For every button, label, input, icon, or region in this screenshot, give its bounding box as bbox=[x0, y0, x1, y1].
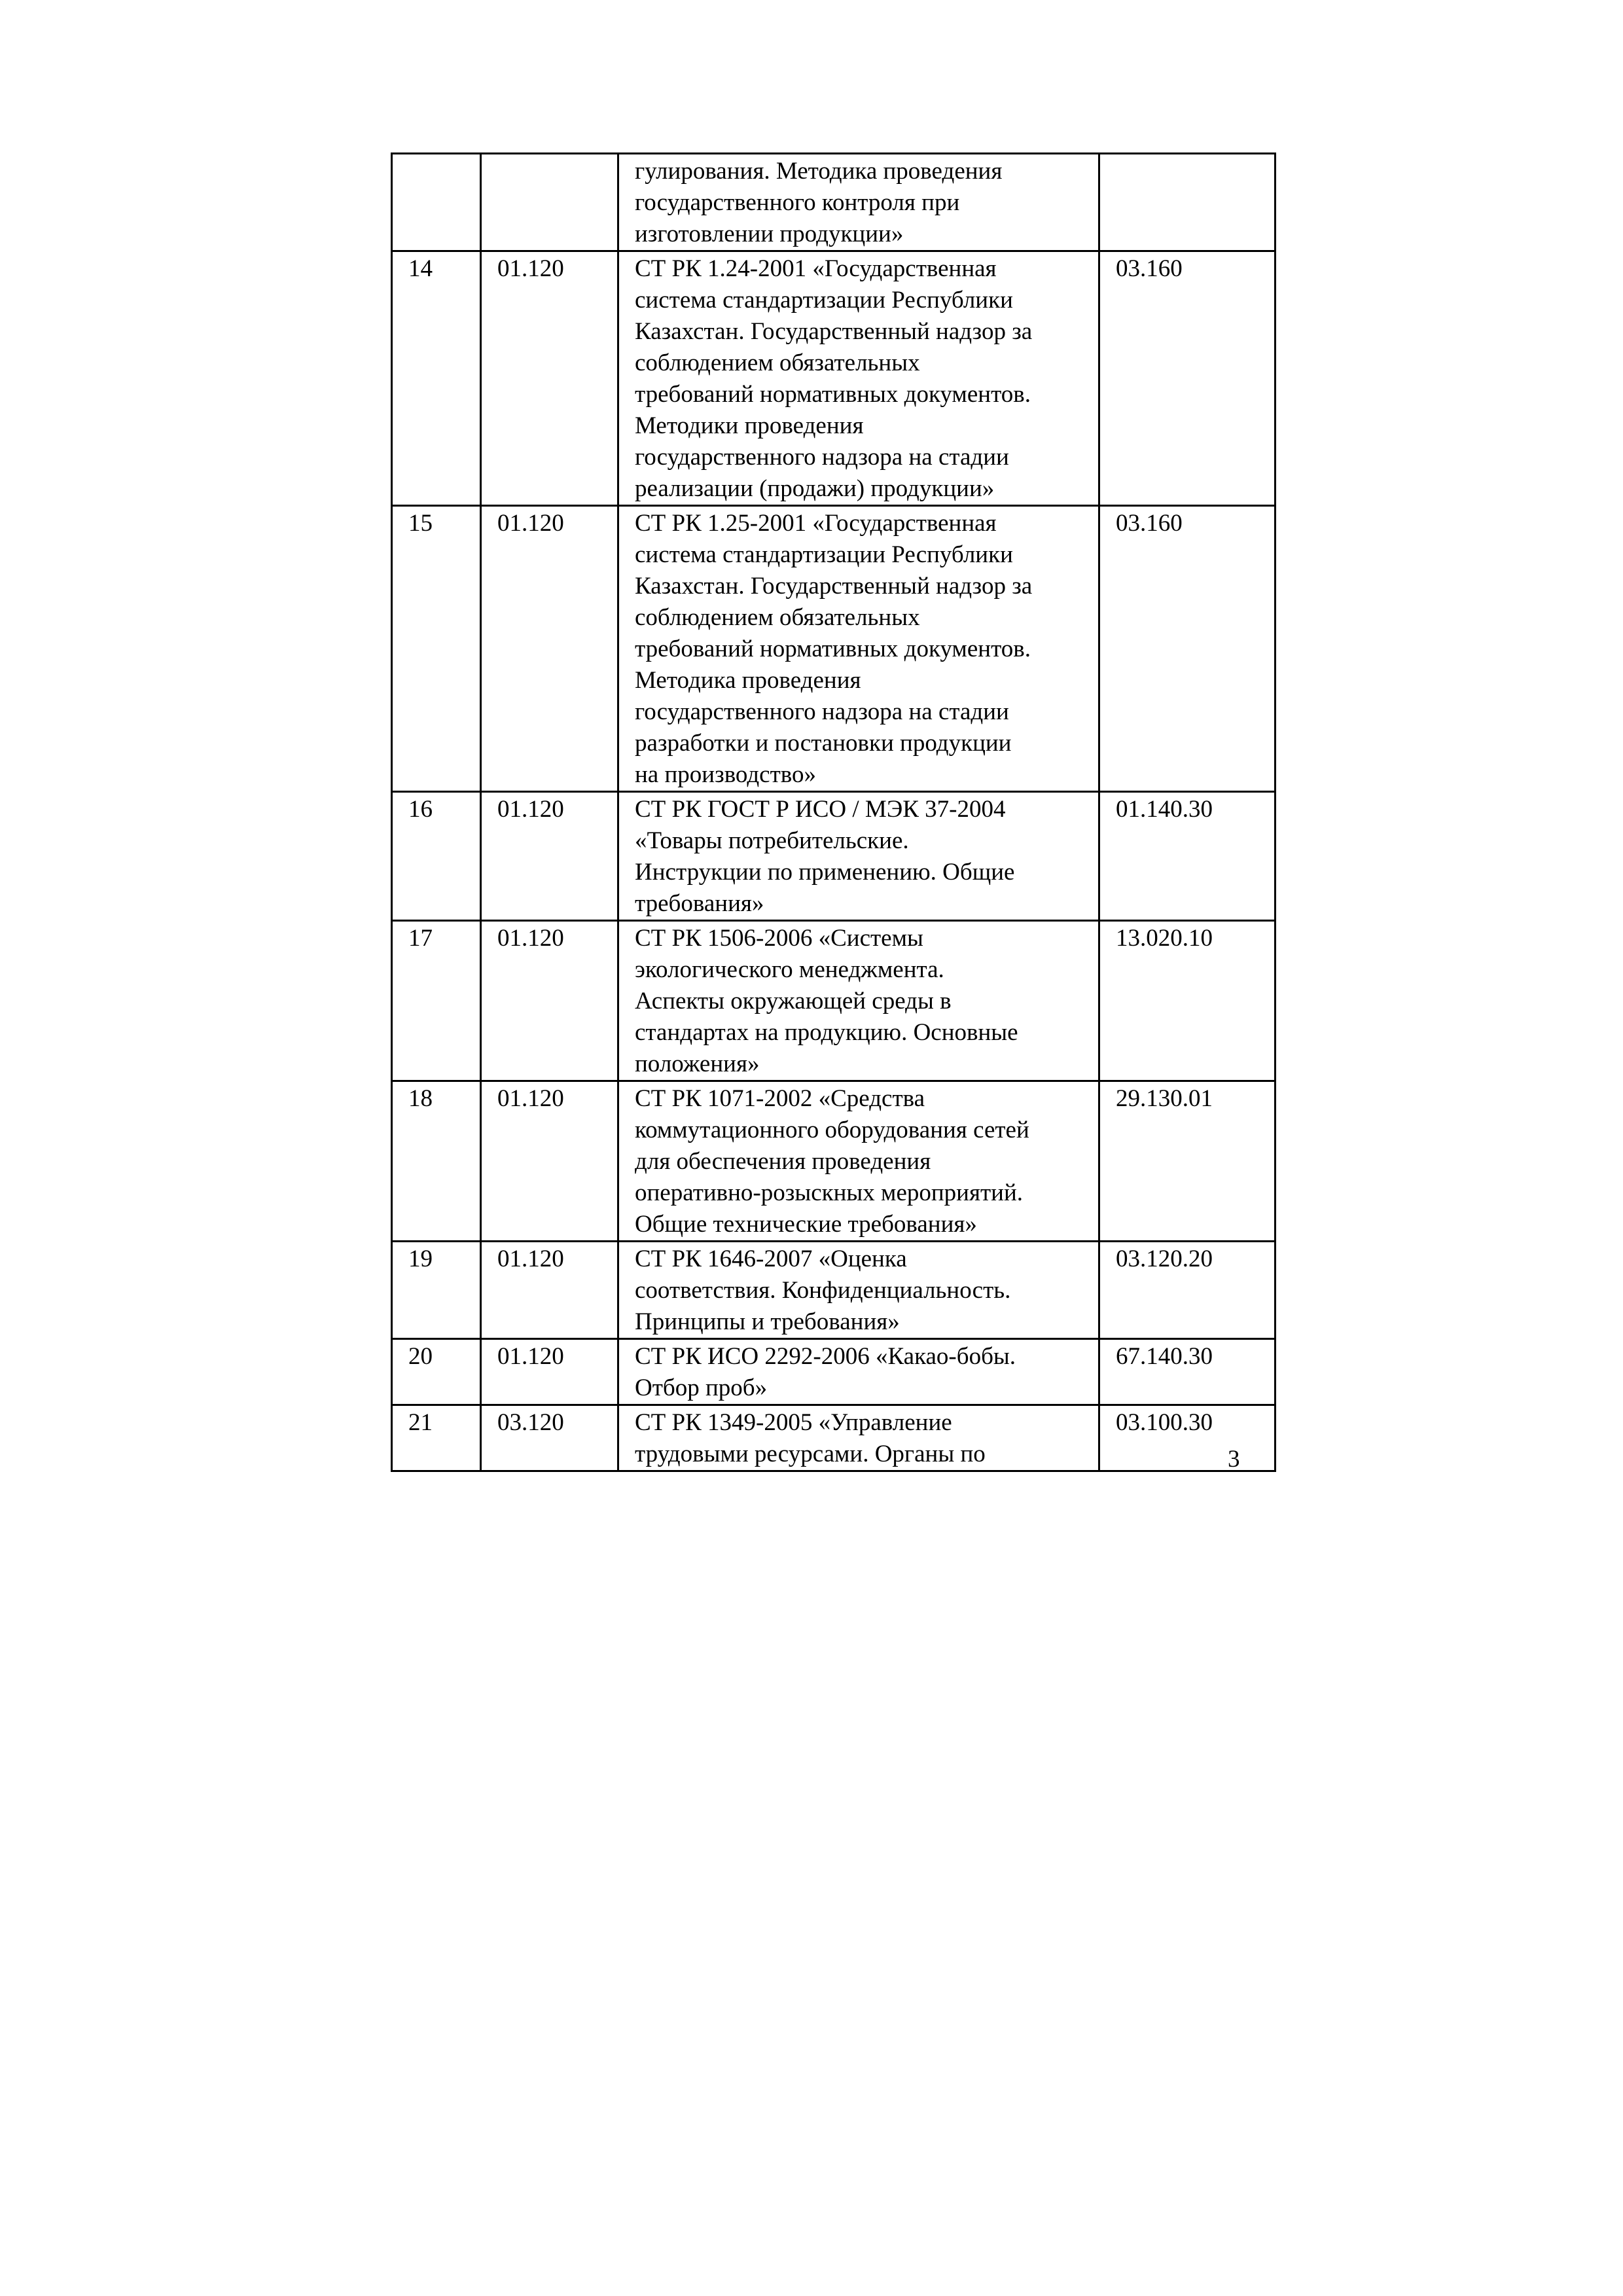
standard-title: СТ РК ГОСТ Р ИСО / МЭК 37-2004 «Товары потребительские. Инструкции по применению. Общие требования» bbox=[618, 792, 1099, 921]
row-number: 16 bbox=[392, 792, 481, 921]
classifier-code: 01.120 bbox=[481, 921, 618, 1081]
row-number: 20 bbox=[392, 1339, 481, 1405]
table-row bbox=[392, 1081, 1275, 1242]
standard-title: СТ РК 1506-2006 «Системы экологического менеджмента. Аспекты окружающей среды в стандартах на продукцию. Основные положения» bbox=[618, 921, 1099, 1081]
table-row bbox=[392, 251, 1275, 506]
table-row bbox=[392, 1405, 1275, 1471]
standard-title: гулирования. Методика проведения государственного контроля при изготовлении продукции» bbox=[618, 154, 1099, 251]
row-number: 18 bbox=[392, 1081, 481, 1242]
classifier-code: 01.120 bbox=[481, 506, 618, 792]
classifier-code bbox=[481, 154, 618, 251]
standard-title: СТ РК 1349-2005 «Управление трудовыми ресурсами. Органы по bbox=[618, 1405, 1099, 1471]
row-number bbox=[392, 154, 481, 251]
row-number: 17 bbox=[392, 921, 481, 1081]
table-row bbox=[392, 1339, 1275, 1405]
ics-code: 03.160 bbox=[1099, 506, 1275, 792]
row-number: 19 bbox=[392, 1242, 481, 1339]
standard-title: СТ РК 1646-2007 «Оценка соответствия. Конфиденциальность. Принципы и требования» bbox=[618, 1242, 1099, 1339]
classifier-code: 01.120 bbox=[481, 251, 618, 506]
standard-title: СТ РК 1.25-2001 «Государственная система стандартизации Республики Казахстан. Государственный надзор за соблюдением обязательных требований нормативных документов. Методика проведения государственного надзора на стадии разработки и постановки продукции на производство» bbox=[618, 506, 1099, 792]
ics-code: 01.140.30 bbox=[1099, 792, 1275, 921]
standard-title: СТ РК 1.24-2001 «Государственная система стандартизации Республики Казахстан. Государственный надзор за соблюдением обязательных требований нормативных документов. Методики проведения государственного надзора на стадии реализации (продажи) продукции» bbox=[618, 251, 1099, 506]
standard-title: СТ РК ИСО 2292-2006 «Какао-бобы. Отбор проб» bbox=[618, 1339, 1099, 1405]
standard-title: СТ РК 1071-2002 «Средства коммутационного оборудования сетей для обеспечения проведения оперативно-розыскных мероприятий. Общие технические требования» bbox=[618, 1081, 1099, 1242]
ics-code: 03.120.20 bbox=[1099, 1242, 1275, 1339]
ics-code: 03.100.30 bbox=[1099, 1405, 1275, 1471]
classifier-code: 03.120 bbox=[481, 1405, 618, 1471]
ics-code bbox=[1099, 154, 1275, 251]
ics-code: 13.020.10 bbox=[1099, 921, 1275, 1081]
table-row bbox=[392, 506, 1275, 792]
table-row bbox=[392, 154, 1275, 251]
table-row bbox=[392, 792, 1275, 921]
row-number: 21 bbox=[392, 1405, 481, 1471]
ics-code: 67.140.30 bbox=[1099, 1339, 1275, 1405]
classifier-code: 01.120 bbox=[481, 1081, 618, 1242]
ics-code: 29.130.01 bbox=[1099, 1081, 1275, 1242]
classifier-code: 01.120 bbox=[481, 1339, 618, 1405]
row-number: 14 bbox=[392, 251, 481, 506]
row-number: 15 bbox=[392, 506, 481, 792]
page-number: 3 bbox=[1228, 1446, 1240, 1473]
table-row bbox=[392, 921, 1275, 1081]
standards-table-body bbox=[392, 154, 1275, 1471]
standards-table bbox=[391, 152, 1276, 1472]
table-row bbox=[392, 1242, 1275, 1339]
classifier-code: 01.120 bbox=[481, 1242, 618, 1339]
classifier-code: 01.120 bbox=[481, 792, 618, 921]
ics-code: 03.160 bbox=[1099, 251, 1275, 506]
